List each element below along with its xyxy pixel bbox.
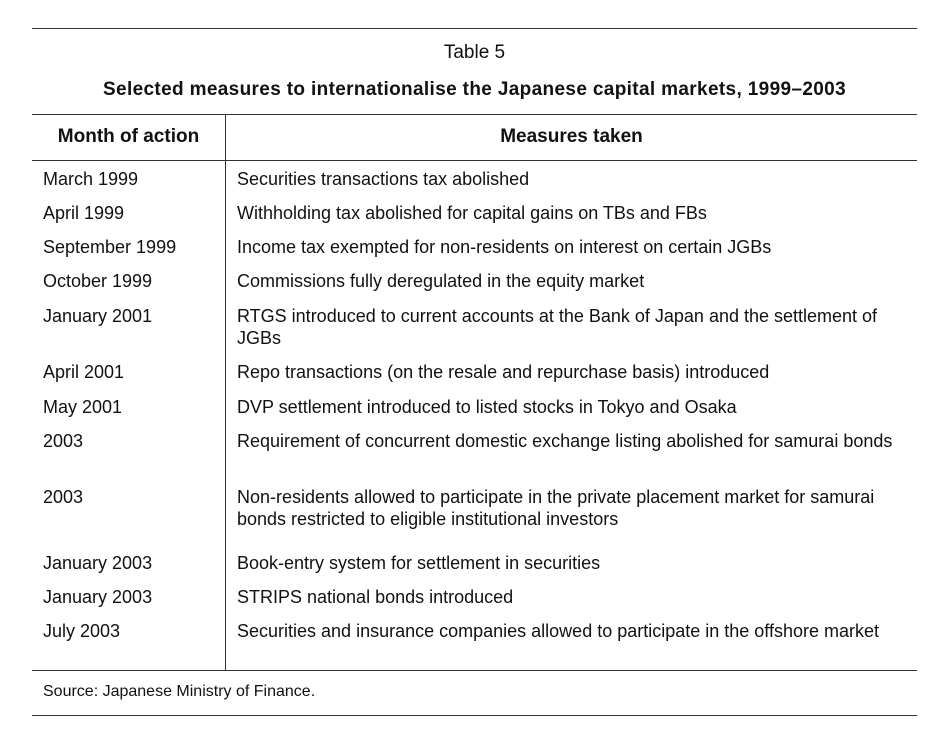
- row-month: January 2003: [43, 553, 153, 573]
- row-measure: Non-residents allowed to participate in the private placement market for samurai bonds restricted to eligible institutional investors: [237, 487, 875, 529]
- row-month: January 2001: [43, 306, 153, 326]
- table-bottom-rule: [32, 670, 917, 671]
- row-measure: Withholding tax abolished for capital gains on TBs and FBs: [237, 203, 707, 223]
- row-month: October 1999: [43, 271, 153, 291]
- row-month: July 2003: [43, 621, 121, 641]
- row-measure: Requirement of concurrent domestic exchange listing abolished for samurai bonds: [237, 431, 893, 451]
- header-top-rule: [32, 114, 917, 115]
- row-month: March 1999: [43, 169, 139, 189]
- row-month: January 2003: [43, 587, 153, 607]
- row-measure: Income tax exempted for non-residents on interest on certain JGBs: [237, 237, 772, 257]
- column-divider: [225, 114, 226, 670]
- row-month: May 2001: [43, 397, 123, 417]
- row-measure: Securities transactions tax abolished: [237, 169, 530, 189]
- header-bottom-rule: [32, 160, 917, 161]
- source-bottom-rule: [32, 715, 917, 716]
- row-month: September 1999: [43, 237, 177, 257]
- row-measure: Repo transactions (on the resale and repurchase basis) introduced: [237, 362, 770, 382]
- row-month: April 2001: [43, 362, 125, 382]
- top-rule: [32, 28, 917, 29]
- table-title: Selected measures to internationalise the Japanese capital markets, 1999–2003: [103, 79, 846, 100]
- row-measure: Commissions fully deregulated in the equity market: [237, 271, 645, 291]
- row-measure: Book-entry system for settlement in securities: [237, 553, 601, 573]
- row-measure: STRIPS national bonds introduced: [237, 587, 514, 607]
- source-note: Source: Japanese Ministry of Finance.: [43, 683, 316, 700]
- row-month: 2003: [43, 431, 84, 451]
- row-measure: RTGS introduced to current accounts at the Bank of Japan and the settlement of JGBs: [237, 306, 878, 348]
- row-measure: DVP settlement introduced to listed stocks in Tokyo and Osaka: [237, 397, 737, 417]
- table-number: Table 5: [443, 42, 506, 63]
- row-month: April 1999: [43, 203, 125, 223]
- column-header-month: Month of action: [57, 126, 200, 147]
- column-header-measures: Measures taken: [500, 126, 643, 147]
- row-month: 2003: [43, 487, 84, 507]
- row-measure: Securities and insurance companies allowed to participate in the offshore market: [237, 621, 880, 641]
